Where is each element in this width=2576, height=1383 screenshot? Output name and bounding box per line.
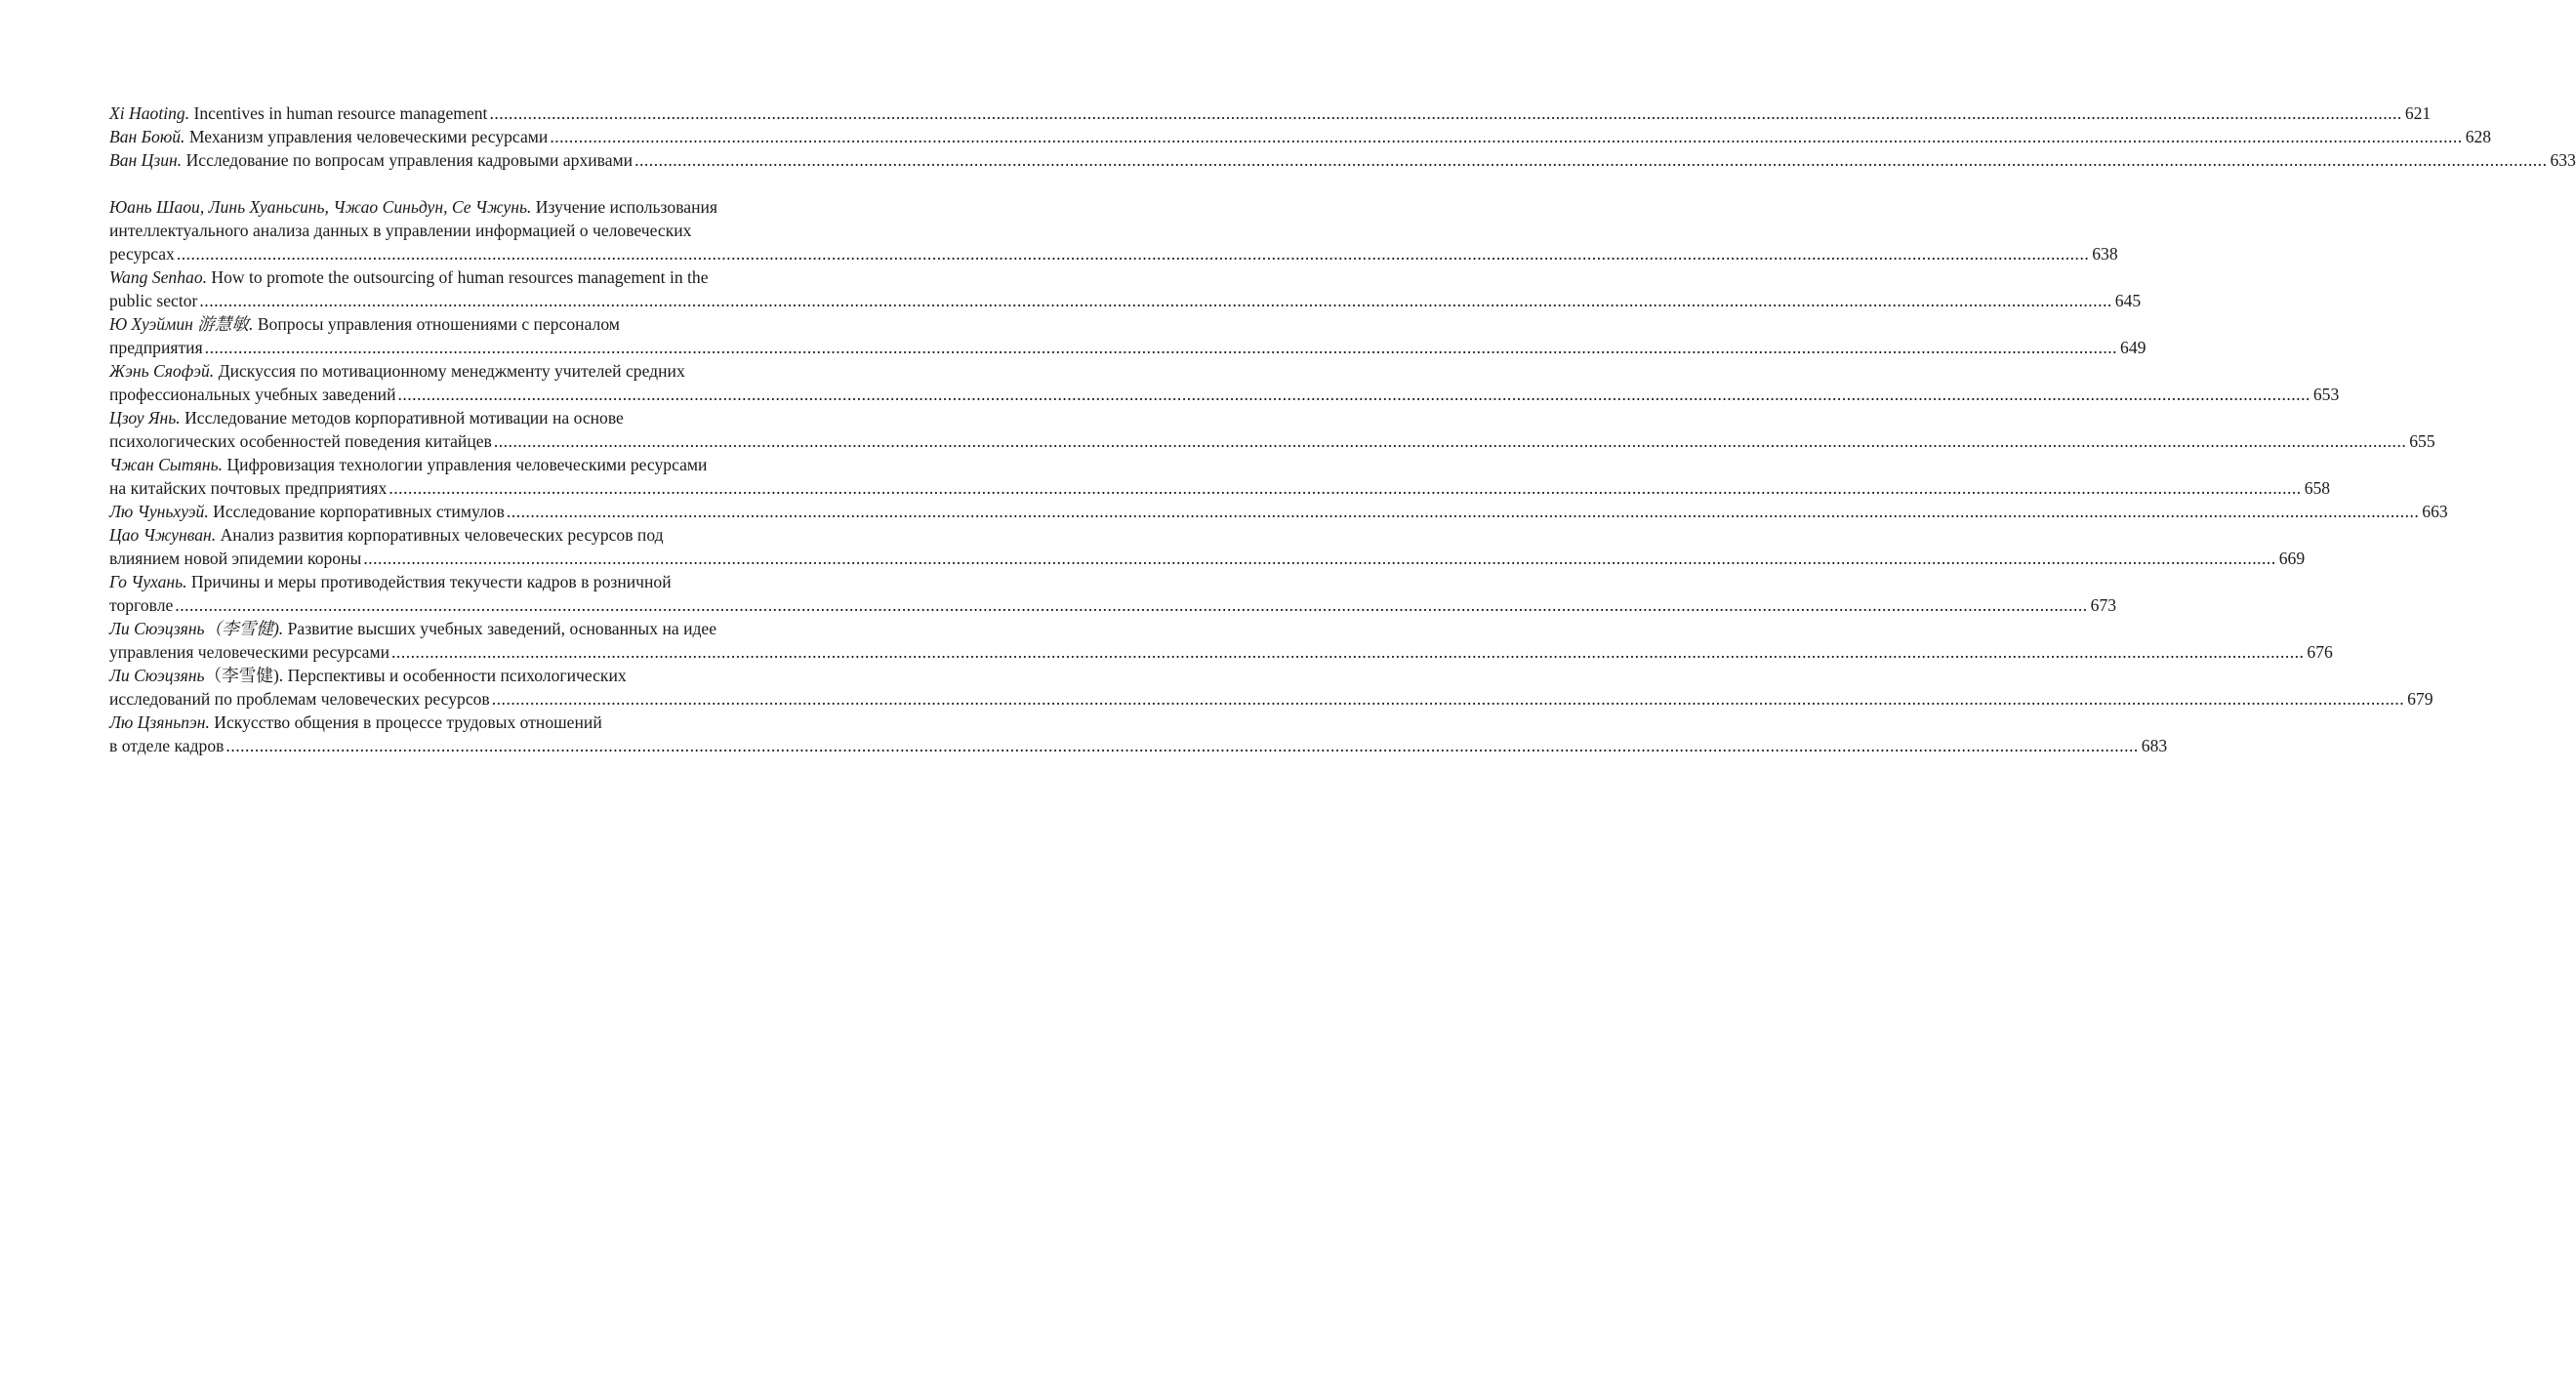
entry-author: Лю Чуньхуэй. <box>109 502 209 521</box>
page-number: 673 <box>2090 595 2117 615</box>
entry-title-start: Исследование методов корпоративной мотивации на основе <box>180 408 624 427</box>
page-number: 655 <box>2409 431 2435 451</box>
dot-leader: ................................................................................................................................................................................................................................................................................................................................................................................................................ <box>493 431 2407 451</box>
entry-last-line <box>109 125 2492 148</box>
entry-title-start: Изучение использования <box>531 197 717 217</box>
entry-title-end <box>109 336 203 359</box>
entry-author: Жэнь Сяофэй. <box>109 361 215 381</box>
page-number: 653 <box>2312 385 2340 404</box>
entry-author: Wang Senhao. <box>109 267 208 287</box>
page-number: 638 <box>2092 244 2118 264</box>
page-number: 628 <box>2465 127 2492 146</box>
toc-entry <box>109 265 2142 312</box>
dot-leader: ................................................................................................................................................................................................................................................................................................................................................................................................................ <box>204 338 2118 357</box>
toc-entry <box>109 617 2333 664</box>
page-number: 621 <box>2404 103 2432 123</box>
toc-entry <box>109 453 2331 500</box>
page-number: 669 <box>2278 549 2306 568</box>
entry-author: Го Чухань. <box>109 572 187 591</box>
entry-title-line: интеллектуального анализа данных в управлении информацией о человеческих <box>109 221 692 240</box>
toc-entry <box>109 523 2306 570</box>
entry-title-end <box>109 148 633 172</box>
entry-title-start: Вопросы управления отношениями с персоналом <box>253 314 620 334</box>
toc-entry <box>109 500 2448 523</box>
entry-title-end <box>109 289 197 312</box>
entry-title-text: в отделе кадров <box>109 736 225 755</box>
dot-leader: ................................................................................................................................................................................................................................................................................................................................................................................................................ <box>491 689 2405 709</box>
entry-title-text: Механизм управления человеческими ресурсами <box>184 127 549 146</box>
entry-title-end <box>109 476 387 500</box>
entry-title-start: Искусство общения в процессе трудовых отношений <box>209 712 602 732</box>
entry-title-text: Исследование корпоративных стимулов <box>208 502 505 521</box>
entry-last-line <box>109 148 2576 172</box>
entry-last-line <box>109 500 2448 523</box>
entry-author: Ван Боюй. <box>109 127 185 146</box>
entry-author: Юань Шаои, Линь Хуаньсинь, Чжао Синьдун, Се Чжунь. <box>109 197 532 217</box>
group-spacer <box>109 172 838 195</box>
toc-entry <box>109 711 2168 757</box>
entry-last-line <box>109 102 2432 125</box>
entry-title-end <box>109 547 361 570</box>
entry-title-text: ресурсах <box>109 244 175 264</box>
dot-leader: ................................................................................................................................................................................................................................................................................................................................................................................................................ <box>489 103 2402 123</box>
dot-leader: ................................................................................................................................................................................................................................................................................................................................................................................................................ <box>175 595 2088 615</box>
toc-entry <box>109 195 2118 265</box>
entry-last-line <box>109 429 2435 453</box>
entry-title-end <box>109 500 505 523</box>
dot-leader: ................................................................................................................................................................................................................................................................................................................................................................................................................ <box>397 385 2310 404</box>
dot-leader: ................................................................................................................................................................................................................................................................................................................................................................................................................ <box>634 150 2548 170</box>
entry-title-end <box>109 593 173 617</box>
entry-title-text: управления человеческими ресурсами <box>109 642 390 662</box>
toc-entry <box>109 406 2435 453</box>
entry-last-line <box>109 593 2117 617</box>
entry-first-line <box>109 523 838 547</box>
entry-title-end <box>109 242 175 265</box>
entry-author: Xi Haoting. <box>109 103 190 123</box>
entry-title-text: предприятия <box>109 338 203 357</box>
entry-title-end <box>109 102 487 125</box>
entry-title-start: Перспективы и особенности психологических <box>283 666 627 685</box>
entry-first-line <box>109 265 838 289</box>
entry-title-text: на китайских почтовых предприятиях <box>109 478 388 498</box>
toc-group-2 <box>109 195 2448 757</box>
entry-title-start: Анализ развития корпоративных человеческих ресурсов под <box>216 525 664 545</box>
entry-last-line <box>109 336 2147 359</box>
entry-author: Цзоу Янь. <box>109 408 181 427</box>
entry-first-line <box>109 312 838 336</box>
entry-title-start: Цифровизация технологии управления человеческими ресурсами <box>223 455 708 474</box>
dot-leader: ................................................................................................................................................................................................................................................................................................................................................................................................................ <box>506 502 2420 521</box>
entry-title-text: профессиональных учебных заведений <box>109 385 396 404</box>
page-number: 676 <box>2307 642 2333 662</box>
dot-leader: ................................................................................................................................................................................................................................................................................................................................................................................................................ <box>199 291 2112 310</box>
entry-last-line <box>109 383 2340 406</box>
entry-title-text: торговле <box>109 595 174 615</box>
entry-title-end <box>109 383 395 406</box>
entry-first-line <box>109 664 838 687</box>
entry-first-line <box>109 406 838 429</box>
entry-first-line <box>109 359 838 383</box>
entry-last-line <box>109 289 2142 312</box>
toc-entry <box>109 102 2432 125</box>
entry-title-text: влиянием новой эпидемии короны <box>109 549 362 568</box>
entry-last-line <box>109 640 2333 664</box>
page-number: 658 <box>2304 478 2331 498</box>
entry-title-start: Дискуссия по мотивационному менеджменту учителей средних <box>214 361 685 381</box>
entry-title-text: Incentives in human resource management <box>189 103 488 123</box>
entry-title-end <box>109 429 492 453</box>
entry-title-end <box>109 640 389 664</box>
entry-first-line <box>109 570 838 593</box>
table-of-contents <box>109 102 2576 757</box>
entry-title-start: Причины и меры противодействия текучести кадров в розничной <box>186 572 672 591</box>
entry-title-text: исследований по проблемам человеческих ресурсов <box>109 689 490 709</box>
entry-title-end <box>109 734 224 757</box>
page-number: 633 <box>2550 150 2576 170</box>
dot-leader: ................................................................................................................................................................................................................................................................................................................................................................................................................ <box>388 478 2302 498</box>
entry-title-end <box>109 125 548 148</box>
entry-author: Ли Сюэцзянь <box>109 666 205 685</box>
page-number: 683 <box>2141 736 2168 755</box>
entry-title-start: How to promote the outsourcing of human resources management in the <box>207 267 709 287</box>
entry-first-line <box>109 453 838 476</box>
page-number: 645 <box>2114 291 2142 310</box>
toc-entry <box>109 570 2117 617</box>
entry-author: Ли Сюэцзянь（李雪健). <box>109 619 284 638</box>
entry-title-end <box>109 687 490 711</box>
entry-first-line <box>109 195 838 219</box>
entry-author: Цао Чжунван. <box>109 525 217 545</box>
dot-leader: ................................................................................................................................................................................................................................................................................................................................................................................................................ <box>176 244 2090 264</box>
dot-leader: ................................................................................................................................................................................................................................................................................................................................................................................................................ <box>391 642 2305 662</box>
toc-entry <box>109 359 2340 406</box>
entry-last-line <box>109 242 2118 265</box>
entry-author: Чжан Сытянь. <box>109 455 224 474</box>
toc-group-1 <box>109 102 2576 172</box>
entry-title-text: психологических особенностей поведения китайцев <box>109 431 492 451</box>
entry-last-line <box>109 476 2331 500</box>
page-number: 649 <box>2120 338 2147 357</box>
entry-title-text: Исследование по вопросам управления кадровыми архивами <box>182 150 634 170</box>
toc-entry <box>109 312 2147 359</box>
entry-first-line <box>109 617 838 640</box>
dot-leader: ................................................................................................................................................................................................................................................................................................................................................................................................................ <box>550 127 2463 146</box>
entry-author: Ю Хуэймин 游慧敏. <box>109 314 254 334</box>
dot-leader: ................................................................................................................................................................................................................................................................................................................................................................................................................ <box>225 736 2139 755</box>
entry-title-text: public sector <box>109 291 198 310</box>
page-number: 663 <box>2422 502 2448 521</box>
toc-entry <box>109 125 2492 148</box>
toc-entry <box>109 148 2576 172</box>
dot-leader: ................................................................................................................................................................................................................................................................................................................................................................................................................ <box>363 549 2276 568</box>
entry-first-line <box>109 711 838 734</box>
page-number: 679 <box>2407 689 2433 709</box>
entry-last-line <box>109 687 2433 711</box>
entry-author-chinese: （李雪健). <box>204 666 284 685</box>
toc-entry <box>109 664 2433 711</box>
entry-last-line <box>109 547 2306 570</box>
entry-author: Ван Цзин. <box>109 150 183 170</box>
entry-author: Лю Цзяньпэн. <box>109 712 210 732</box>
entry-title-start: Развитие высших учебных заведений, основанных на идее <box>283 619 717 638</box>
entry-last-line <box>109 734 2168 757</box>
